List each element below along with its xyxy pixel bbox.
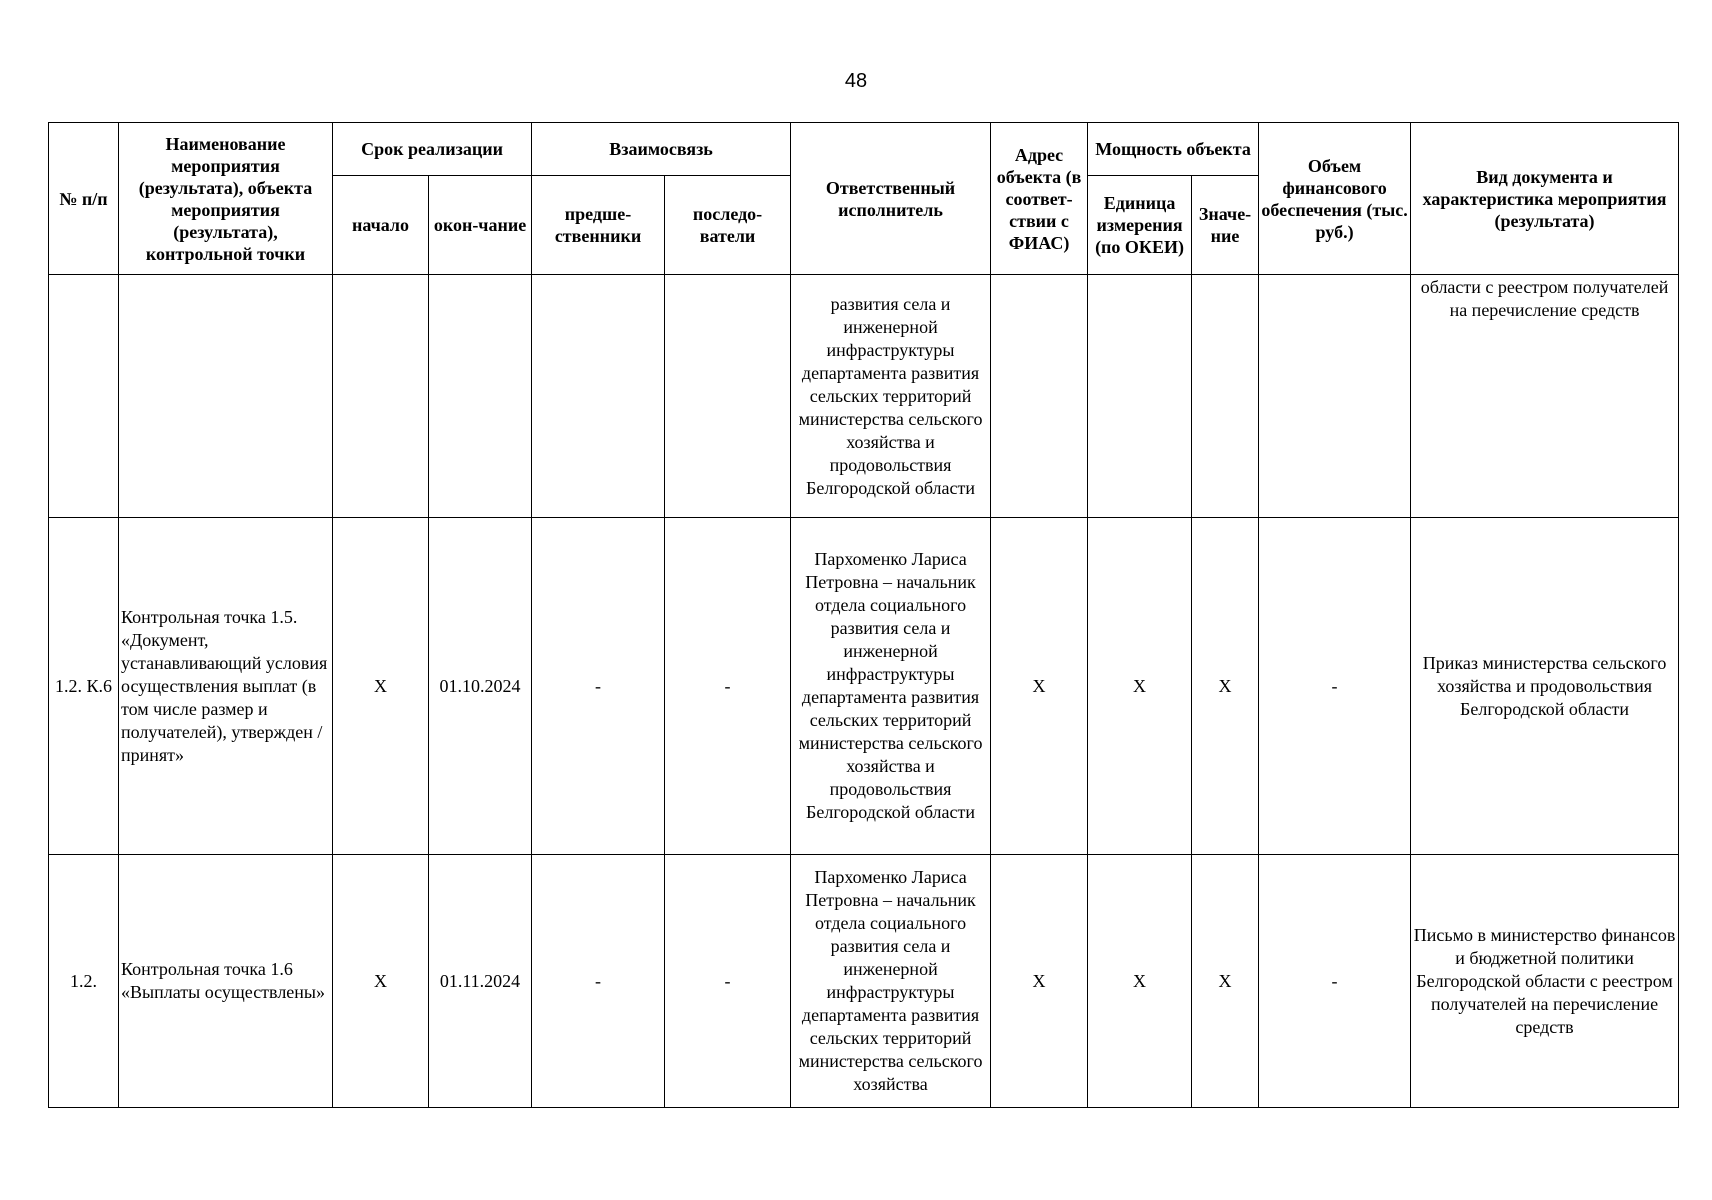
cell-num bbox=[49, 275, 119, 518]
cell-next: - bbox=[665, 518, 791, 855]
cell-unit bbox=[1088, 275, 1192, 518]
cell-executor: Пархоменко Лариса Петровна – начальник отдела социального развития села и инженерной инфраструктуры департамента развития сельских территорий министерства сельского хозяйства и продовольствия Белгородской области bbox=[791, 518, 991, 855]
cell-executor: Пархоменко Лариса Петровна – начальник отдела социального развития села и инженерной инфраструктуры департамента развития сельских территорий министерства сельского хозяйства bbox=[791, 855, 991, 1108]
cell-doc: Приказ министерства сельского хозяйства и продовольствия Белгородской области bbox=[1411, 518, 1679, 855]
cell-name bbox=[119, 275, 333, 518]
table-row bbox=[49, 855, 1679, 1108]
cell-doc: области с реестром получателей на перечисление средств bbox=[1411, 275, 1679, 518]
cell-num: 1.2. К.6 bbox=[49, 518, 119, 855]
header-name: Наименование мероприятия (результата), объекта мероприятия (результата), контрольной точки bbox=[119, 123, 333, 275]
cell-prev: - bbox=[532, 518, 665, 855]
cell-name: Контрольная точка 1.6 «Выплаты осуществлены» bbox=[119, 855, 333, 1108]
header-term-end: окон-чание bbox=[429, 176, 532, 275]
page-number: 48 bbox=[844, 70, 868, 92]
cell-address: X bbox=[991, 518, 1088, 855]
table-header bbox=[49, 123, 1679, 275]
cell-name: Контрольная точка 1.5. «Документ, устанавливающий условия осуществления выплат (в том числе размер и получателей), утвержден / принят» bbox=[119, 518, 333, 855]
cell-address bbox=[991, 275, 1088, 518]
cell-finance: - bbox=[1259, 855, 1411, 1108]
cell-finance bbox=[1259, 275, 1411, 518]
cell-start bbox=[333, 275, 429, 518]
cell-value: X bbox=[1192, 855, 1259, 1108]
cell-prev: - bbox=[532, 855, 665, 1108]
cell-end: 01.10.2024 bbox=[429, 518, 532, 855]
header-term-start: начало bbox=[333, 176, 429, 275]
cell-start: X bbox=[333, 518, 429, 855]
cell-end bbox=[429, 275, 532, 518]
cell-executor: развития села и инженерной инфраструктуры департамента развития сельских территорий министерства сельского хозяйства и продовольствия Белгородской области bbox=[791, 275, 991, 518]
cell-finance: - bbox=[1259, 518, 1411, 855]
cell-start: X bbox=[333, 855, 429, 1108]
header-address: Адрес объекта (в соответ-ствии с ФИАС) bbox=[991, 123, 1088, 275]
header-doc: Вид документа и характеристика мероприятия (результата) bbox=[1411, 123, 1679, 275]
header-capacity-value: Значе-ние bbox=[1192, 176, 1259, 275]
plan-table bbox=[48, 122, 1679, 1108]
header-link: Взаимосвязь bbox=[532, 123, 791, 176]
cell-value: X bbox=[1192, 518, 1259, 855]
header-num: № п/п bbox=[49, 123, 119, 275]
header-capacity: Мощность объекта bbox=[1088, 123, 1259, 176]
cell-doc: Письмо в министерство финансов и бюджетной политики Белгородской области с реестром получателей на перечисление средств bbox=[1411, 855, 1679, 1108]
cell-address: X bbox=[991, 855, 1088, 1108]
cell-value bbox=[1192, 275, 1259, 518]
cell-prev bbox=[532, 275, 665, 518]
table-row bbox=[49, 275, 1679, 518]
header-finance: Объем финансового обеспечения (тыс. руб.) bbox=[1259, 123, 1411, 275]
cell-num: 1.2. bbox=[49, 855, 119, 1108]
cell-end: 01.11.2024 bbox=[429, 855, 532, 1108]
cell-unit: X bbox=[1088, 855, 1192, 1108]
cell-unit: X bbox=[1088, 518, 1192, 855]
table-row bbox=[49, 518, 1679, 855]
header-capacity-unit: Единица измерения (по ОКЕИ) bbox=[1088, 176, 1192, 275]
header-term: Срок реализации bbox=[333, 123, 532, 176]
cell-next bbox=[665, 275, 791, 518]
header-link-prev: предше-ственники bbox=[532, 176, 665, 275]
cell-next: - bbox=[665, 855, 791, 1108]
header-executor: Ответственный исполнитель bbox=[791, 123, 991, 275]
header-link-next: последо-ватели bbox=[665, 176, 791, 275]
